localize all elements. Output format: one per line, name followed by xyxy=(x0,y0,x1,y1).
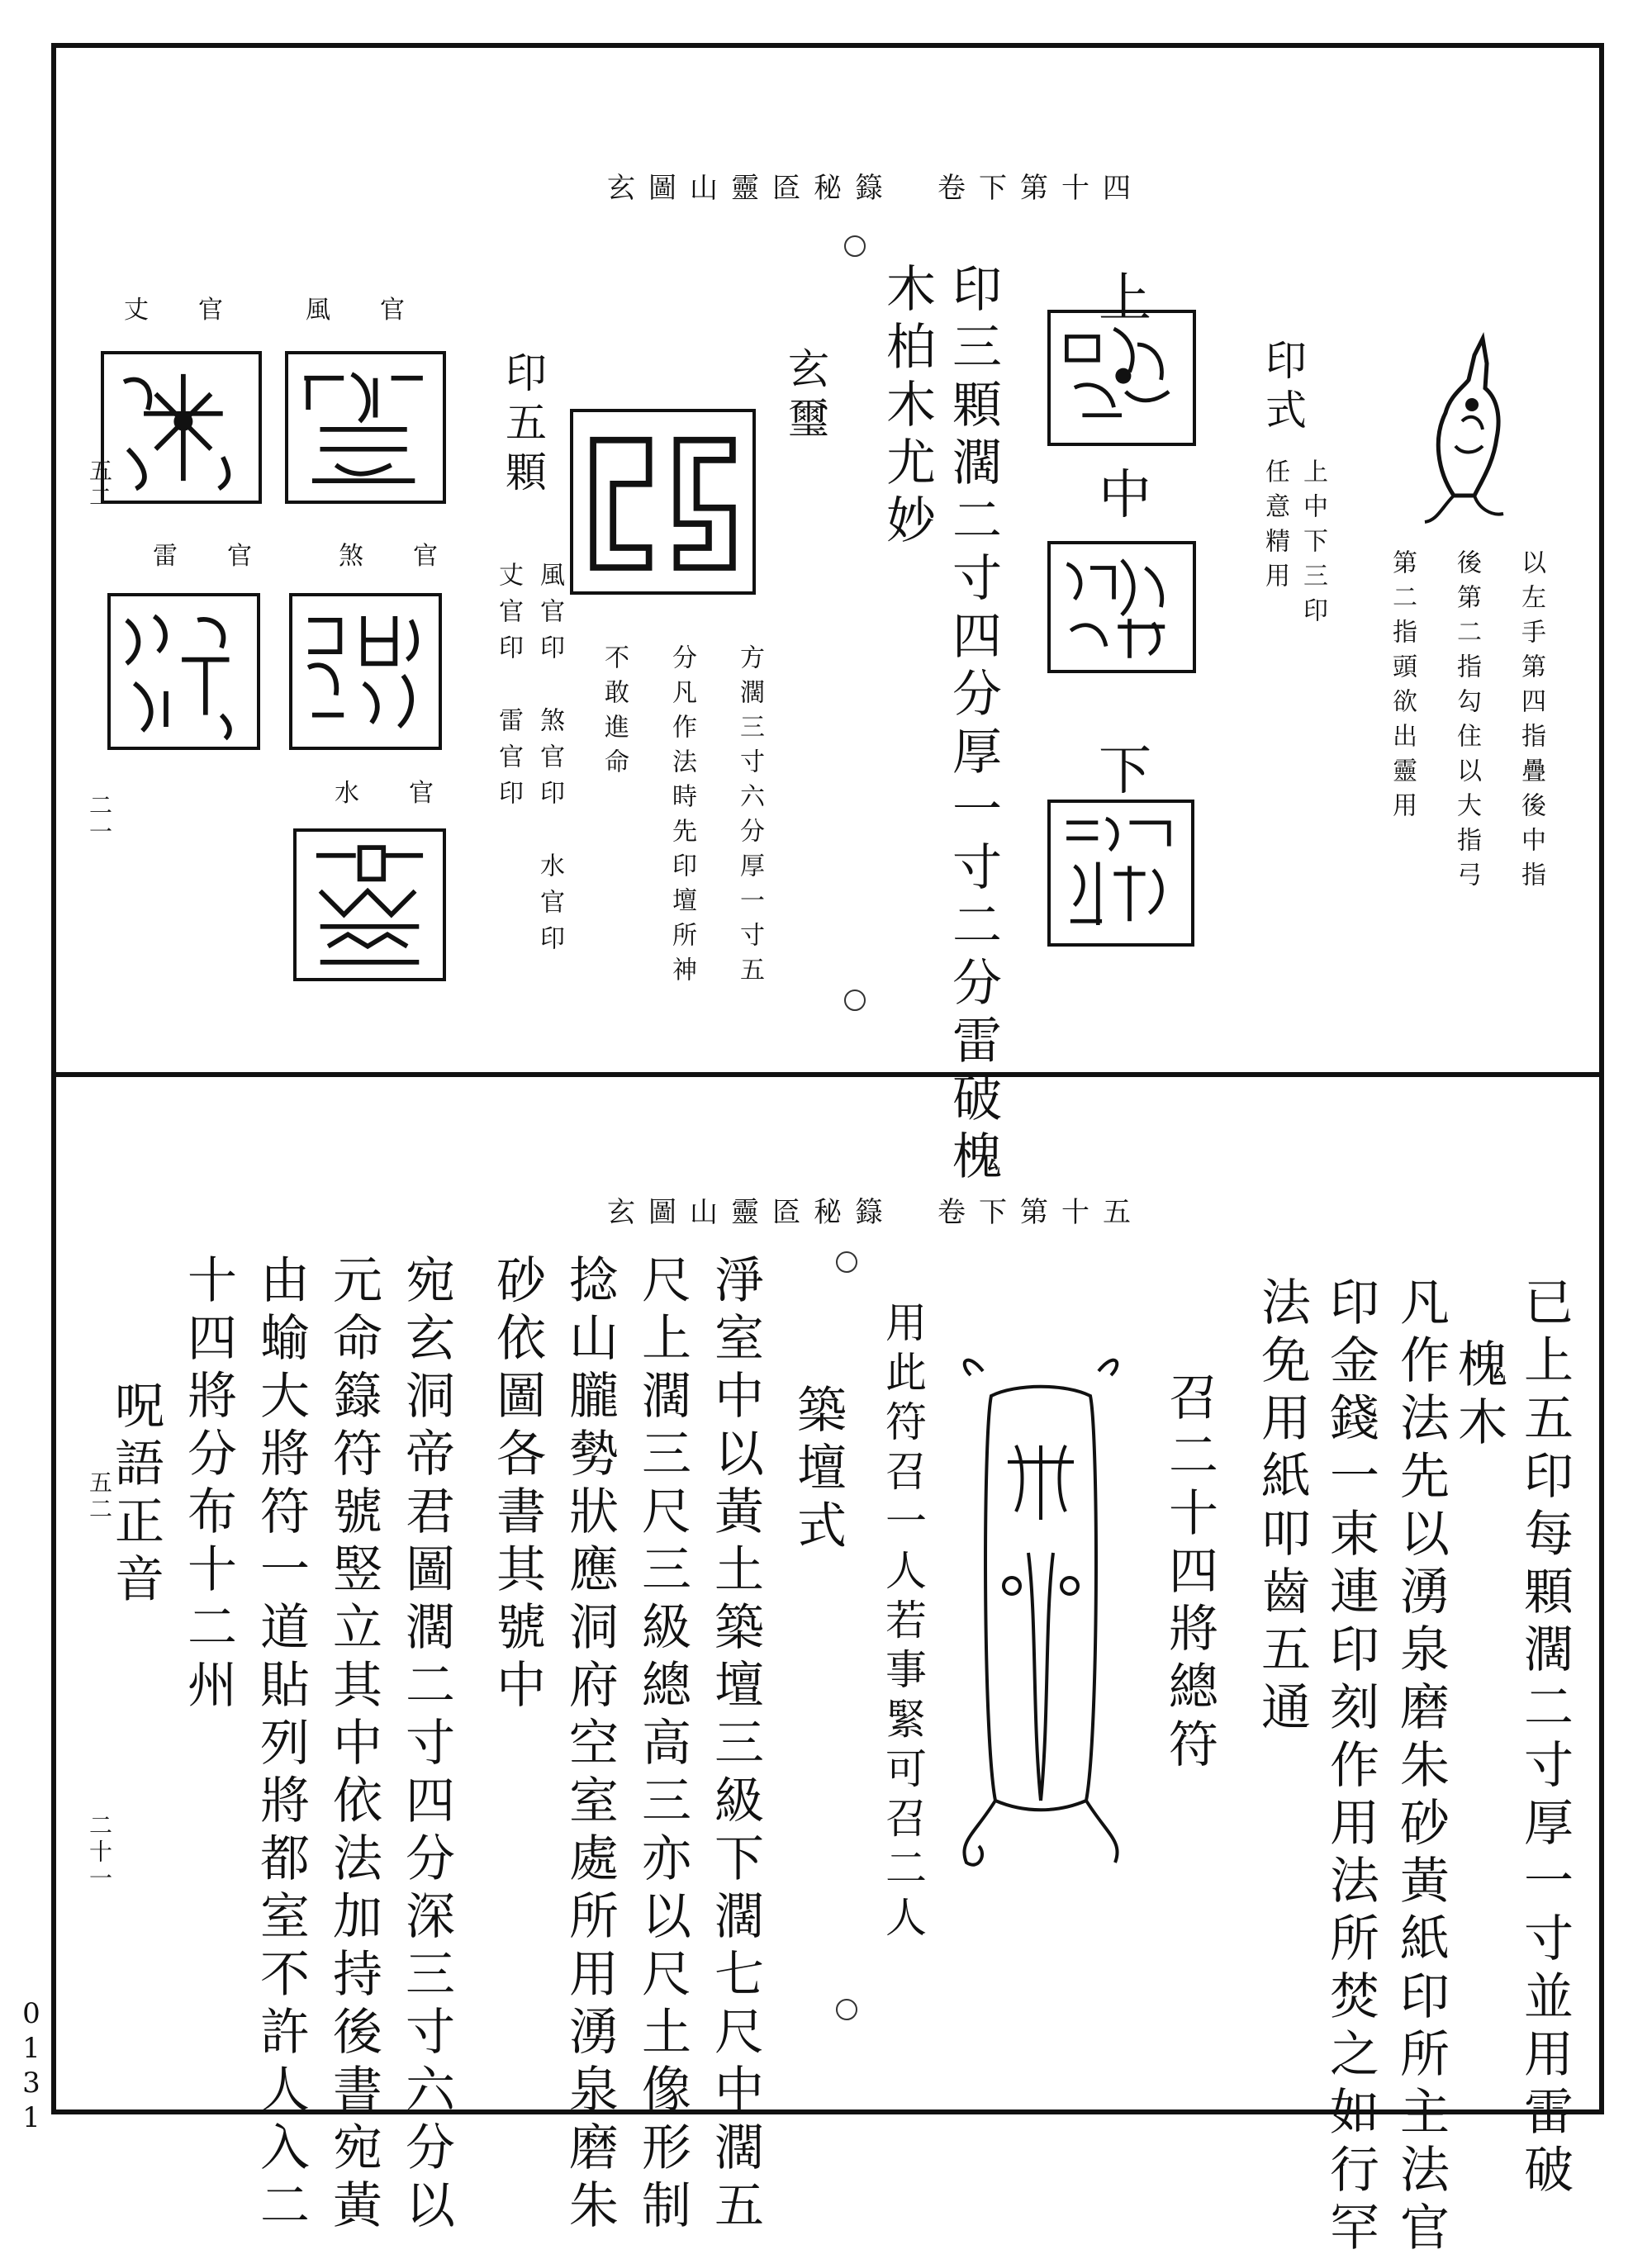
three-seals-description: 印三顆濶二寸四分厚一寸二分雷破槐 xyxy=(944,263,1002,1188)
position-label-middle: 中 xyxy=(1099,465,1151,526)
text-column: 元命籙符號竪立其中依法加持後書宛黃 xyxy=(325,1254,382,2237)
shui-official-seal xyxy=(293,828,446,981)
text-column: 槐木 xyxy=(1450,1338,1507,1454)
seal-label-sha: 煞官 xyxy=(339,542,487,571)
seal-label-shui: 水官 xyxy=(335,779,483,808)
text-column: 砂依圖各書其號中 xyxy=(488,1254,546,1716)
binding-hole xyxy=(836,1999,857,2020)
altar-title: 築壇式 xyxy=(789,1383,847,1557)
upper-seal xyxy=(1047,310,1196,446)
lower-seal xyxy=(1047,800,1194,947)
seal-style-title: 印式 xyxy=(1259,339,1307,438)
bottom-page-number-a: 五二 xyxy=(86,1470,113,1523)
five-seals-title: 印五顆 xyxy=(499,351,547,500)
position-label-lower: 下 xyxy=(1099,741,1151,802)
text-column: 法免用紙叩齒五通 xyxy=(1253,1276,1311,1739)
seal-style-sub: 上中下三印 xyxy=(1298,458,1327,632)
top-page-number-b: 二一 xyxy=(86,793,113,846)
text-column: 十四將分布十二州 xyxy=(179,1254,237,1716)
bottom-page-number-b: 二十一 xyxy=(86,1813,113,1892)
seal-label-feng: 風官 xyxy=(306,296,454,325)
talisman-illustration xyxy=(950,1338,1132,1875)
side-page-number: 0131 xyxy=(15,1997,48,2136)
text-column: 宛玄洞帝君圖濶二寸四分深三寸六分以 xyxy=(397,1254,455,2237)
lei-official-seal xyxy=(107,593,260,750)
text-column: 印金錢一束連印刻作用法所焚之如行罕 xyxy=(1322,1276,1379,2259)
xuan-seal-title: 玄璽 xyxy=(781,347,829,446)
binding-hole xyxy=(844,235,866,257)
text-column: 淨室中以黃土築壇三級下濶七尺中濶五 xyxy=(706,1254,764,2237)
text-column: 捻山朧勢狀應洞府空室處所用湧泉磨朱 xyxy=(561,1254,619,2237)
bottom-header: 玄圖山靈匼秘籙 卷下第十五 xyxy=(607,1196,1144,1229)
text-column: 凡作法先以湧泉磨朱砂黃紙印所主法官 xyxy=(1392,1276,1450,2259)
wood-description: 木柏木尤妙 xyxy=(878,263,936,552)
feng-official-seal xyxy=(285,351,446,504)
binding-hole xyxy=(836,1251,857,1273)
text-column: 由蝓大將符一道貼列將都室不許人入二 xyxy=(252,1254,310,2237)
mantra-title: 呪語正音 xyxy=(107,1379,164,1611)
middle-seal xyxy=(1047,541,1196,673)
top-page-number-a: 五二 xyxy=(86,458,113,511)
five-seals-names: 風官印 煞官印 水官印 xyxy=(535,562,564,961)
text-column: 已上五印每顆濶二寸厚一寸並用雷破 xyxy=(1516,1276,1574,2201)
hand-gesture-illustration xyxy=(1404,330,1528,529)
seal-style-sub: 任意精用 xyxy=(1260,458,1289,597)
xuan-seal xyxy=(570,409,756,595)
binding-hole xyxy=(844,989,866,1011)
xuan-seal-note: 分凡作法時先印壇所神 xyxy=(667,644,696,991)
hand-caption-line: 以左手第四指疊後中指 xyxy=(1517,549,1545,896)
talisman-title: 召二十四將總符 xyxy=(1161,1371,1218,1776)
sha-official-seal xyxy=(289,593,442,750)
zhang-official-seal xyxy=(101,351,262,504)
position-label-upper: 上 xyxy=(1099,268,1151,330)
hand-caption-line: 後第二指勾住以大指弓 xyxy=(1452,549,1481,896)
xuan-seal-note: 不敢進命 xyxy=(600,644,629,783)
top-header: 玄圖山靈匼秘籙 卷下第十四 xyxy=(607,172,1144,205)
seal-label-zhang: 丈官 xyxy=(124,296,273,325)
talisman-caption: 用此符召一人若事緊可召二人 xyxy=(879,1301,927,1945)
seal-label-lei: 雷官 xyxy=(153,542,301,571)
hand-caption-line: 第二指頭欲出靈用 xyxy=(1388,549,1417,827)
panel-divider xyxy=(51,1072,1604,1077)
xuan-seal-note: 方濶三寸六分厚一寸五 xyxy=(735,644,764,991)
five-seals-names: 丈官印 雷官印 xyxy=(494,562,523,816)
text-column: 尺上濶三尺三級總高三亦以尺土像形制 xyxy=(634,1254,691,2237)
